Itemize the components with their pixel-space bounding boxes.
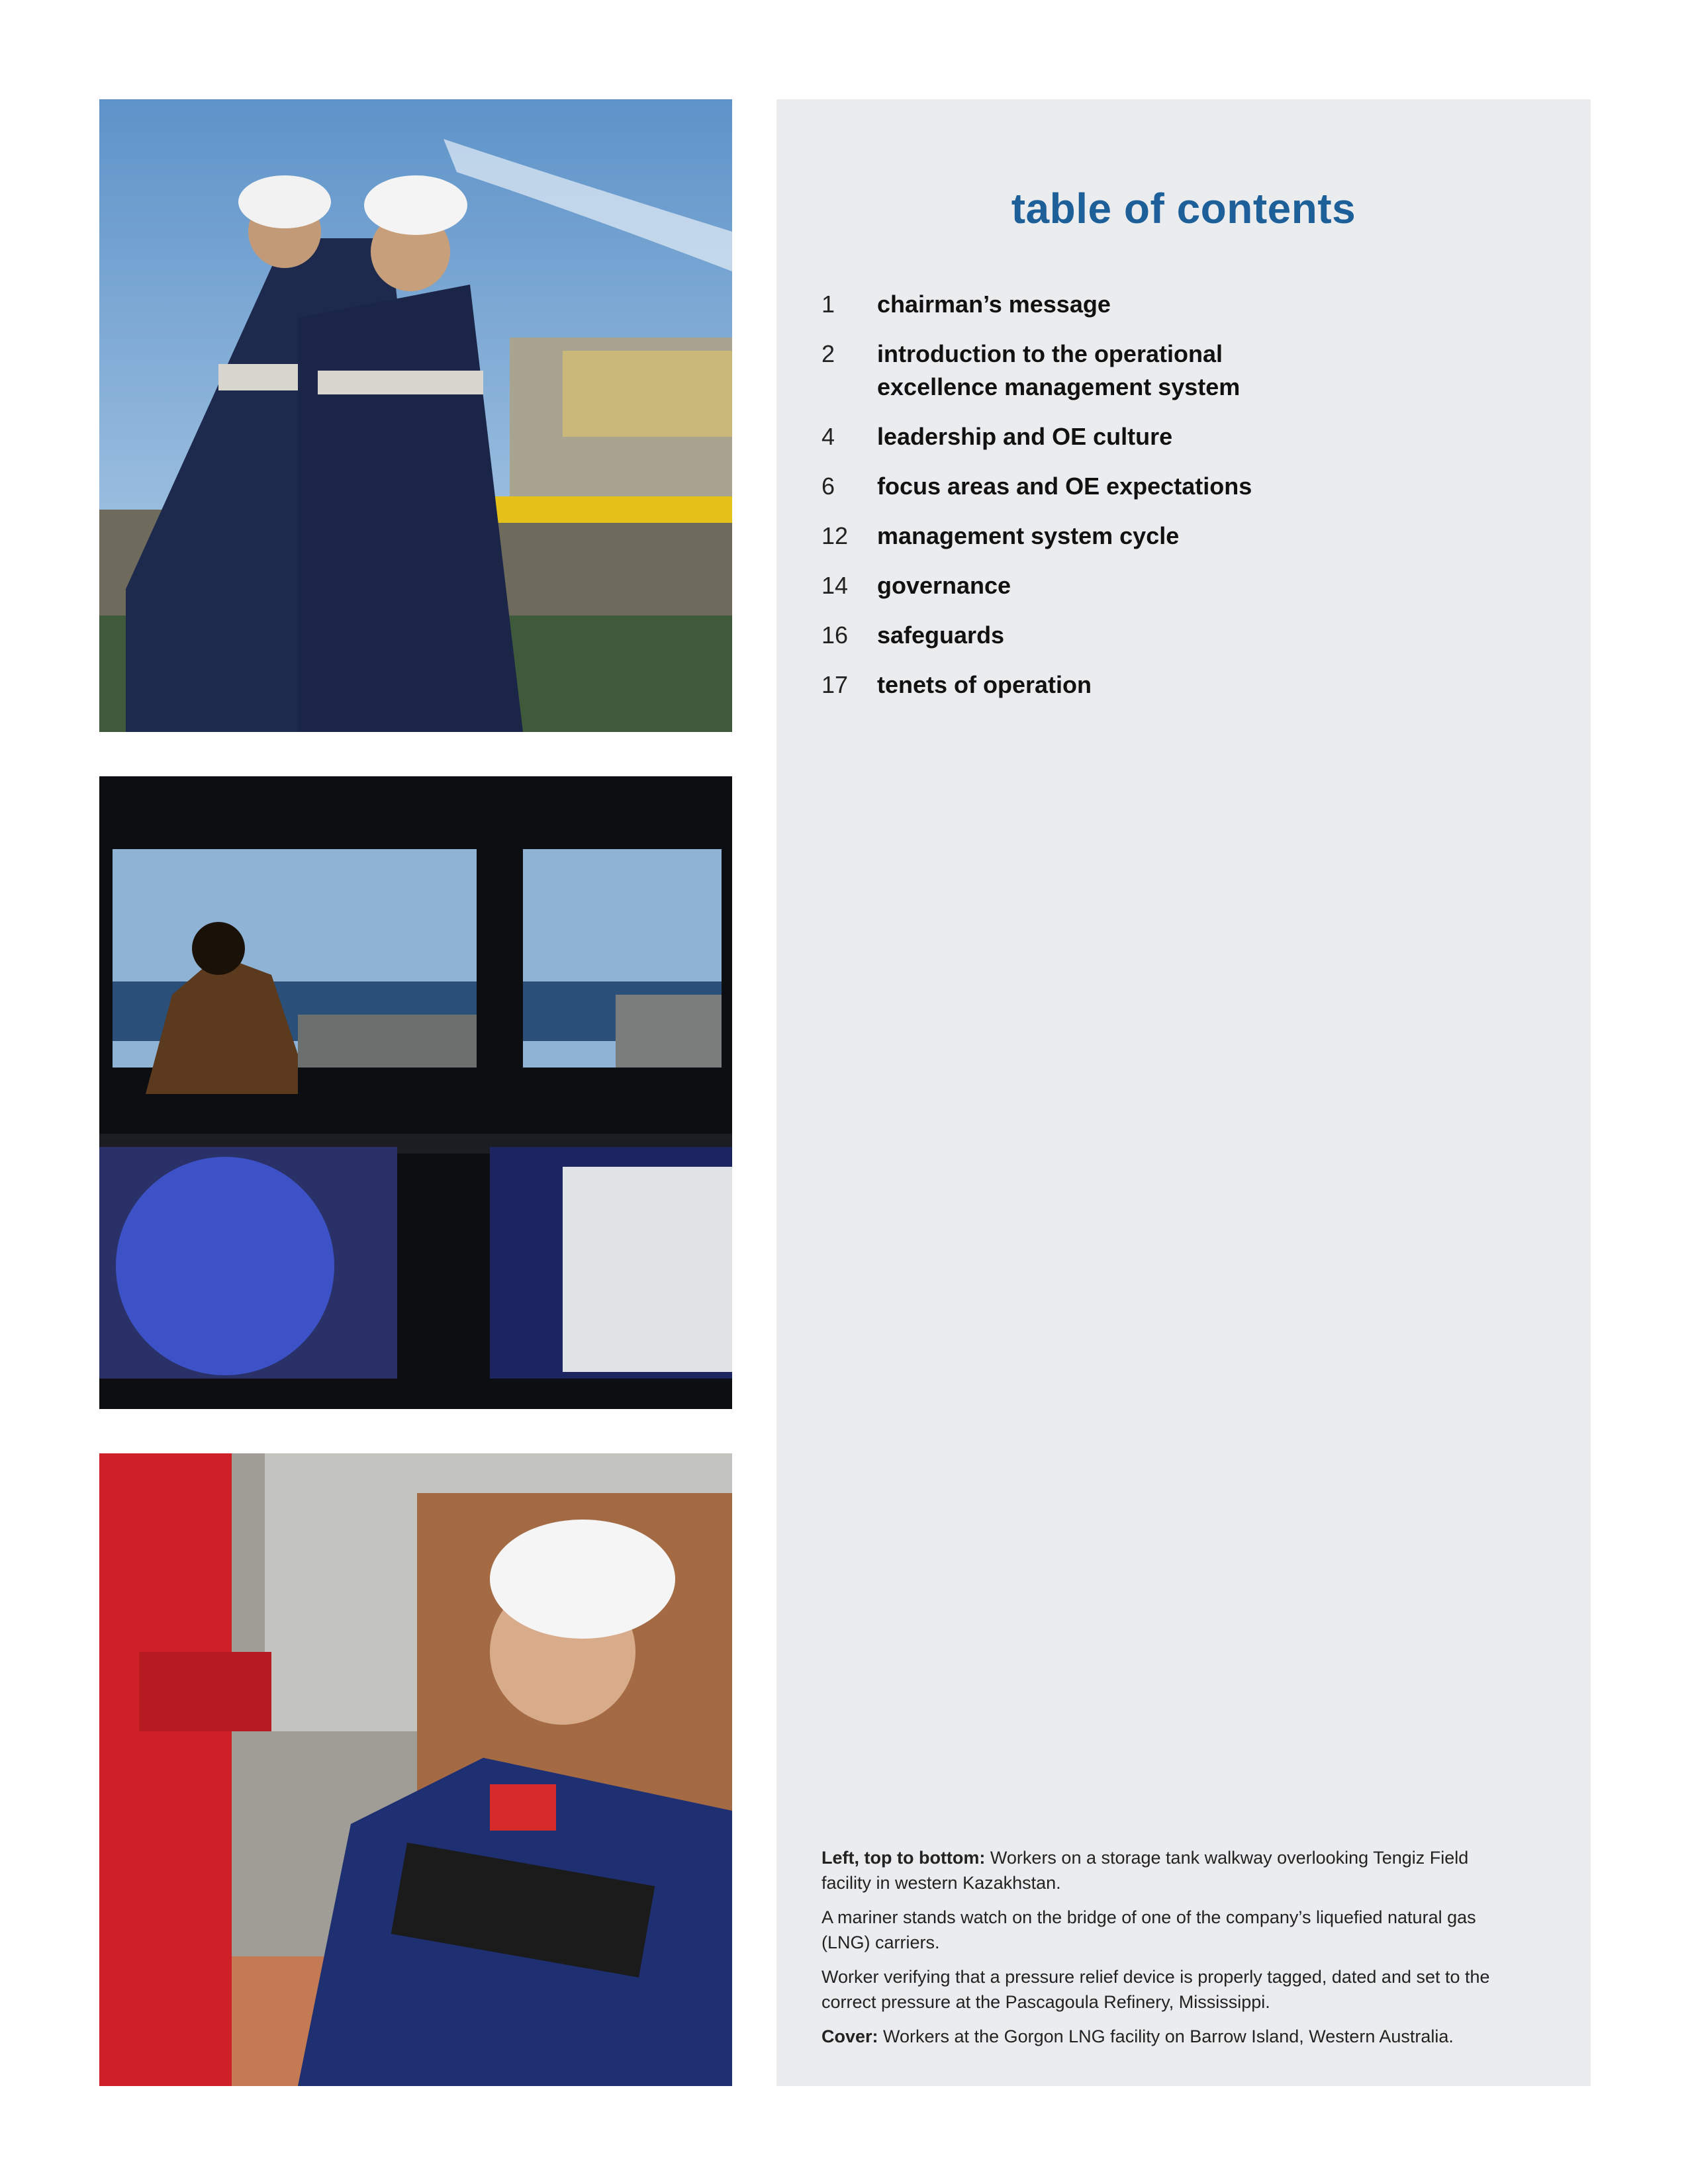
toc-list [821, 288, 1550, 718]
toc-entry[interactable] [821, 338, 1550, 404]
caption-lead: Cover: [821, 2026, 878, 2046]
toc-entry-title: management system cycle [877, 522, 1180, 549]
caption-text: Workers at the Gorgon LNG facility on Barrow Island, Western Australia. [878, 2026, 1454, 2046]
photo-workers-walkway [99, 99, 732, 732]
toc-entry-title: tenets of operation [877, 671, 1092, 698]
toc-entry[interactable] [821, 520, 1550, 553]
toc-title: table of contents [1011, 185, 1356, 232]
toc-page-number: 12 [821, 522, 849, 549]
toc-entry[interactable] [821, 619, 1550, 652]
toc-page-number: 17 [821, 671, 849, 698]
caption [821, 1845, 1497, 1895]
photo-captions [821, 1845, 1497, 2058]
caption-lead: Left, top to bottom: [821, 1848, 986, 1868]
toc-entry[interactable] [821, 420, 1550, 453]
toc-entry-title: leadership and OE culture [877, 423, 1173, 450]
caption-text: A mariner stands watch on the bridge of one of the company’s liquefied natural gas (LNG) carriers. [821, 1907, 1476, 1952]
toc-entry-title: chairman’s message [877, 291, 1111, 318]
caption [821, 2024, 1497, 2049]
toc-panel [776, 99, 1591, 2086]
toc-entry-title: governance [877, 572, 1011, 599]
photo-ship-bridge [99, 776, 732, 1409]
photo-refinery-worker [99, 1453, 732, 2086]
toc-entry[interactable] [821, 569, 1550, 602]
toc-entry-title: introduction to the operational excellence management system [877, 340, 1241, 400]
caption-text: Worker verifying that a pressure relief device is properly tagged, dated and set to the correct pressure at the Pascagoula Refinery, Mississippi. [821, 1967, 1490, 2012]
toc-entry[interactable] [821, 288, 1550, 321]
toc-page-number: 16 [821, 621, 849, 649]
toc-page-number: 4 [821, 423, 835, 450]
toc-page-number: 14 [821, 572, 849, 599]
toc-page-number: 2 [821, 340, 835, 367]
toc-entry[interactable] [821, 470, 1550, 503]
toc-entry-title: safeguards [877, 621, 1005, 649]
toc-entry-title: focus areas and OE expectations [877, 473, 1252, 500]
caption-text: Workers on a storage tank walkway overlooking Tengiz Field facility in western Kazakhstan. [821, 1848, 1469, 1893]
toc-entry[interactable] [821, 668, 1550, 702]
toc-page-number: 1 [821, 291, 835, 318]
toc-page-number: 6 [821, 473, 835, 500]
caption [821, 1964, 1497, 2015]
caption [821, 1905, 1497, 1955]
